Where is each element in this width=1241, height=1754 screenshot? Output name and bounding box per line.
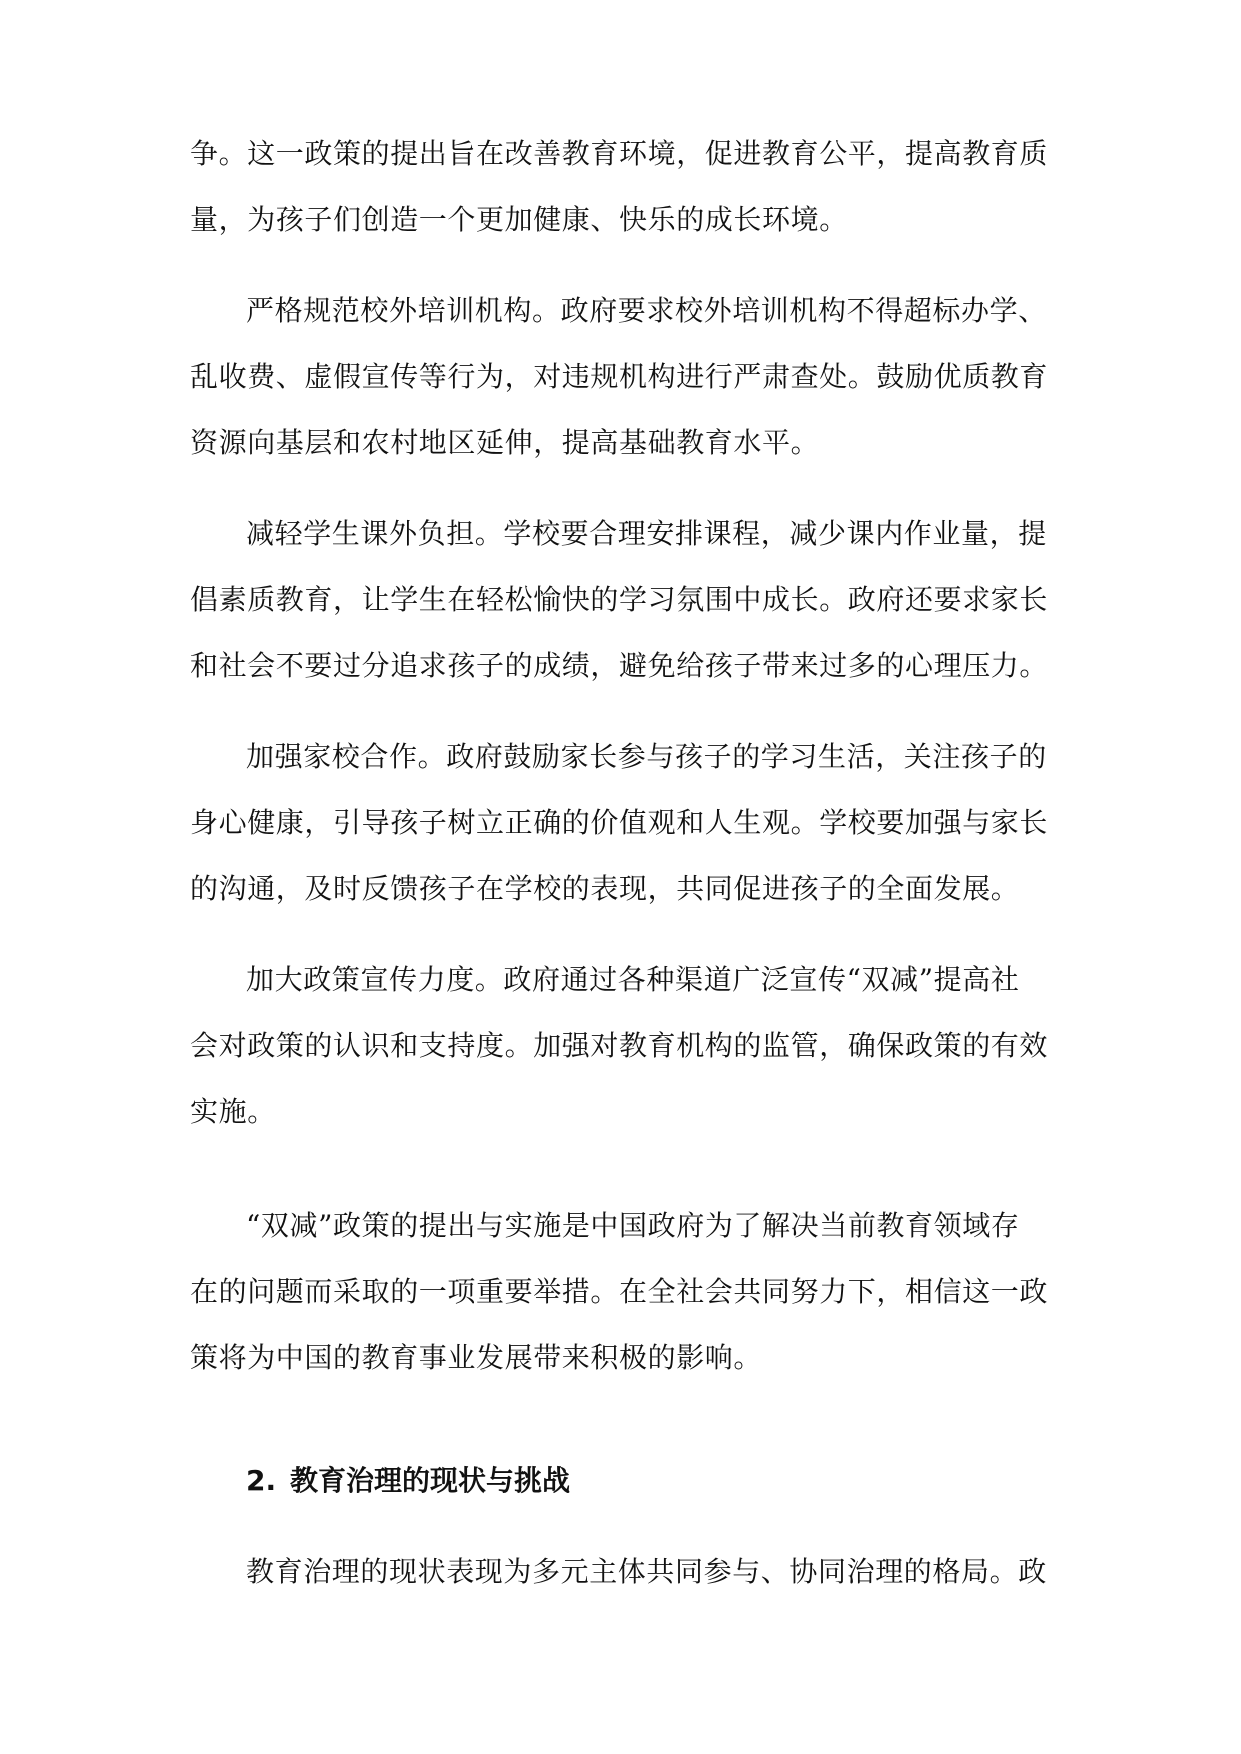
text-line: 资源向基层和农村地区延伸，提高基础教育水平。	[190, 426, 820, 459]
text-line: 在的问题而采取的一项重要举措。在全社会共同努力下，相信这一政	[190, 1275, 1049, 1308]
paragraph-first-line: “双减”政策的提出与实施是中国政府为了解决当前教育领域存	[246, 1209, 1020, 1242]
text-line: 会对政策的认识和支持度。加强对教育机构的监管，确保政策的有效	[190, 1029, 1049, 1062]
text-line: 和社会不要过分追求孩子的成绩，避免给孩子带来过多的心理压力。	[190, 649, 1049, 682]
paragraph-first-line: 减轻学生课外负担。学校要合理安排课程，减少课内作业量，提	[246, 517, 1047, 550]
text-line: 身心健康，引导孩子树立正确的价值观和人生观。学校要加强与家长	[190, 806, 1049, 839]
paragraph-first-line: 加强家校合作。政府鼓励家长参与孩子的学习生活，关注孩子的	[246, 740, 1047, 773]
section-number: 2.	[246, 1464, 277, 1497]
paragraph-first-line: 教育治理的现状表现为多元主体共同参与、协同治理的格局。政	[246, 1555, 1047, 1588]
section-title: 教育治理的现状与挑战	[290, 1464, 571, 1497]
paragraph-first-line: 严格规范校外培训机构。政府要求校外培训机构不得超标办学、	[246, 294, 1047, 327]
paragraph-first-line: 加大政策宣传力度。政府通过各种渠道广泛宣传“双减”提高社	[246, 963, 1020, 996]
text-line: 策将为中国的教育事业发展带来积极的影响。	[190, 1341, 763, 1374]
text-line: 倡素质教育，让学生在轻松愉快的学习氛围中成长。政府还要求家长	[190, 583, 1049, 616]
text-line: 的沟通，及时反馈孩子在学校的表现，共同促进孩子的全面发展。	[190, 872, 1020, 905]
text-line: 量，为孩子们创造一个更加健康、快乐的成长环境。	[190, 203, 848, 236]
text-line: 争。这一政策的提出旨在改善教育环境，促进教育公平，提高教育质	[190, 137, 1049, 170]
text-line: 实施。	[190, 1095, 276, 1128]
text-line: 乱收费、虚假宣传等行为，对违规机构进行严肃查处。鼓励优质教育	[190, 360, 1049, 393]
section-heading	[246, 1461, 1146, 1501]
